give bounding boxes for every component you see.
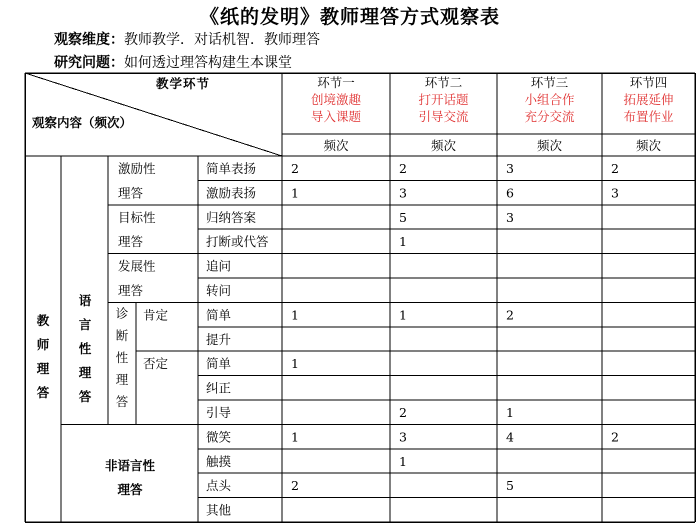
stage-line1-2: 打开话题	[418, 92, 469, 107]
row-item-6: 简单	[206, 307, 232, 323]
stage-line1-1: 创境激趣	[310, 92, 362, 107]
stage-line2-2: 引导交流	[418, 109, 469, 124]
cell-r3-c1: 1	[399, 234, 407, 250]
stage-name-1: 环节一	[317, 75, 355, 90]
question-label: 研究问题：	[54, 55, 124, 71]
cell-r1-c0: 1	[291, 185, 299, 201]
target-label-2: 理答	[118, 234, 144, 250]
cell-r2-c2: 3	[506, 209, 514, 225]
row-item-12: 触摸	[206, 453, 232, 469]
diagnose-label-char-3: 理	[115, 372, 129, 387]
stage-unit-2: 频次	[430, 138, 457, 153]
cell-r1-c3: 3	[611, 185, 619, 201]
stage-line1-4: 拓展延伸	[623, 92, 674, 107]
diagnose-label-char-4: 答	[115, 394, 129, 409]
row-item-3: 打断或代答	[206, 234, 269, 250]
encourage-label-2: 理答	[118, 185, 144, 201]
target-label-1: 目标性	[118, 209, 156, 225]
row-item-0: 简单表扬	[206, 161, 257, 176]
teacher-label-char-1: 师	[36, 337, 50, 352]
row-item-4: 追问	[206, 258, 232, 274]
cell-r11-c2: 4	[506, 429, 514, 445]
encourage-label-1: 激励性	[118, 161, 156, 176]
diagnose-label-char-2: 性	[115, 350, 129, 365]
verbal-label-char-0: 语	[78, 293, 92, 308]
verbal-label-char-1: 言	[78, 317, 92, 332]
stage-unit-3: 频次	[536, 138, 563, 153]
dimension-label: 观察维度：	[54, 32, 124, 48]
row-item-1: 激励表扬	[206, 185, 257, 201]
cell-r0-c1: 2	[399, 161, 407, 176]
row-item-5: 转问	[206, 283, 232, 298]
cell-r13-c2: 5	[506, 478, 514, 494]
stage-unit-4: 频次	[635, 138, 662, 153]
row-item-11: 微笑	[206, 429, 232, 445]
negative-label: 否定	[143, 356, 169, 372]
dimension-value: 教师教学．对话机智．教师理答	[124, 32, 320, 48]
cell-r12-c1: 1	[399, 453, 407, 469]
stage-line2-4: 布置作业	[623, 109, 674, 124]
diagnose-label-char-1: 断	[115, 328, 129, 343]
verbal-label-char-2: 性	[78, 341, 92, 356]
cell-r11-c3: 2	[611, 429, 619, 445]
cell-r13-c0: 2	[291, 478, 299, 494]
cell-r11-c1: 3	[399, 429, 407, 445]
cell-r8-c0: 1	[291, 356, 299, 372]
cell-r1-c2: 6	[506, 185, 514, 201]
cell-r1-c1: 3	[399, 185, 407, 201]
cell-r6-c1: 1	[399, 307, 407, 323]
cell-r6-c0: 1	[291, 307, 299, 323]
teacher-label-char-2: 理	[36, 361, 50, 376]
row-item-7: 提升	[206, 331, 232, 347]
row-item-2: 归纳答案	[206, 209, 257, 225]
nonverbal-label-1: 非语言性	[104, 458, 156, 473]
develop-label-1: 发展性	[118, 258, 156, 274]
verbal-label-char-4: 答	[78, 389, 92, 404]
develop-label-2: 理答	[118, 283, 144, 298]
row-item-8: 简单	[206, 356, 232, 372]
stage-line2-1: 导入课题	[310, 109, 362, 124]
row-item-14: 其他	[206, 502, 232, 518]
cell-r10-c1: 2	[399, 405, 407, 420]
row-item-10: 引导	[206, 405, 232, 420]
stage-line1-3: 小组合作	[524, 92, 575, 107]
cell-r6-c2: 2	[506, 307, 514, 323]
positive-label: 肯定	[143, 307, 169, 323]
stage-unit-1: 频次	[323, 138, 349, 153]
cell-r0-c0: 2	[291, 161, 299, 176]
cell-r0-c3: 2	[611, 161, 619, 176]
stage-name-2: 环节二	[424, 75, 463, 90]
stage-line2-3: 充分交流	[524, 109, 575, 124]
header-diag-top: 教学环节	[155, 76, 211, 91]
row-item-9: 纠正	[206, 380, 232, 396]
page-title: 《纸的发明》教师理答方式观察表	[199, 6, 500, 28]
stage-name-4: 环节四	[629, 75, 668, 90]
diagnose-label-char-0: 诊	[115, 306, 129, 321]
cell-r0-c2: 3	[506, 161, 514, 176]
cell-r11-c0: 1	[291, 429, 299, 445]
row-item-13: 点头	[206, 478, 232, 494]
verbal-label-char-3: 理	[78, 365, 92, 380]
header-diag-bottom: 观察内容（频次）	[32, 115, 133, 130]
nonverbal-label-2: 理答	[117, 482, 143, 497]
stage-name-3: 环节三	[530, 75, 569, 90]
cell-r2-c1: 5	[399, 209, 407, 225]
cell-r10-c2: 1	[506, 405, 514, 420]
table-text	[32, 75, 674, 518]
teacher-label-char-3: 答	[36, 385, 50, 400]
question-value: 如何透过理答构建生本课堂	[124, 55, 292, 71]
teacher-label-char-0: 教	[36, 313, 50, 328]
